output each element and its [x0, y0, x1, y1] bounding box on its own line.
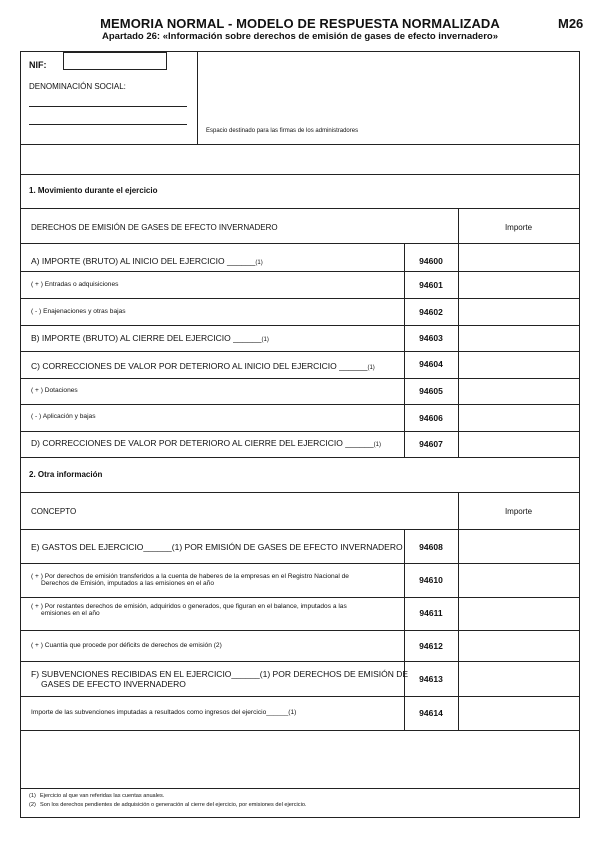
row-94601-importe[interactable] — [458, 272, 579, 297]
denominacion-line-1[interactable] — [29, 106, 187, 107]
row-94600-code: 94600 — [419, 256, 443, 266]
section1-importe-header: Importe — [504, 223, 533, 232]
firmas-note: Espacio destinado para las firmas de los administradores — [206, 128, 359, 134]
row-94611-importe[interactable] — [458, 598, 579, 629]
divider — [20, 788, 580, 789]
row-94606-label: ( - ) Aplicación y bajas — [31, 413, 96, 420]
row-94611-code: 94611 — [419, 608, 443, 618]
row-94606-code: 94606 — [419, 413, 443, 423]
nif-label: NIF: — [29, 60, 47, 70]
page-title: MEMORIA NORMAL - MODELO DE RESPUESTA NORMALIZADA — [100, 16, 500, 31]
row-94607-code: 94607 — [419, 439, 443, 449]
section1-table-header: DERECHOS DE EMISIÓN DE GASES DE EFECTO INVERNADERO — [31, 223, 278, 232]
row-94607-label: D) CORRECCIONES DE VALOR POR DETERIORO AL CIERRE DEL EJERCICIO ______(1) — [31, 438, 381, 448]
page-subtitle: Apartado 26: «Información sobre derechos de emisión de gases de efecto invernadero» — [102, 31, 498, 42]
row-94602-code: 94602 — [419, 307, 443, 317]
row-94603-label: B) IMPORTE (BRUTO) AL CIERRE DEL EJERCICIO ______(1) — [31, 333, 269, 343]
code-column-divider — [404, 243, 405, 457]
row-94610-label: ( + ) Por derechos de emisión transferidos a la cuenta de haberes de la empresas en el Registro Nacional de Derechos de Emisión, imputados a las emisiones en el año — [31, 573, 349, 587]
row-94608-importe[interactable] — [458, 530, 579, 562]
row-94613-code: 94613 — [419, 674, 443, 684]
signature-area[interactable] — [198, 52, 579, 143]
row-94604-code: 94604 — [419, 359, 443, 369]
row-94614-code: 94614 — [419, 708, 443, 718]
row-94603-importe[interactable] — [458, 326, 579, 350]
footnote-1: (1) Ejercicio al que van referidas las cuentas anuales. — [29, 793, 165, 799]
row-94604-label: C) CORRECCIONES DE VALOR POR DETERIORO AL INICIO DEL EJERCICIO ______(1) — [31, 361, 375, 371]
model-code: M26 — [558, 16, 584, 31]
divider — [20, 174, 580, 175]
row-94603-code: 94603 — [419, 333, 443, 343]
row-94612-importe[interactable] — [458, 631, 579, 660]
section2-importe-header: Importe — [504, 507, 533, 516]
row-94605-label: ( + ) Dotaciones — [31, 387, 78, 394]
row-94613-importe[interactable] — [458, 662, 579, 695]
section2-heading: 2. Otra información — [29, 470, 103, 479]
divider — [20, 144, 580, 145]
footnote-2: (2) Son los derechos pendientes de adquisición o generación al cierre del ejercicio, por emisiones del ejercicio. — [29, 802, 307, 808]
row-94602-label: ( - ) Enajenaciones y otras bajas — [31, 308, 126, 315]
row-94606-importe[interactable] — [458, 405, 579, 430]
row-94604-importe[interactable] — [458, 352, 579, 377]
row-94605-code: 94605 — [419, 386, 443, 396]
row-94608-label: E) GASTOS DEL EJERCICIO______(1) POR EMISIÓN DE GASES DE EFECTO INVERNADERO — [31, 542, 403, 552]
row-94612-label: ( + ) Cuantía que procede por déficits de derechos de emisión (2) — [31, 642, 222, 649]
row-94613-label: F) SUBVENCIONES RECIBIDAS EN EL EJERCICIO______(1) POR DERECHOS DE EMISIÓN DE GASES DE EFECTO INVERNADERO — [31, 669, 409, 689]
row-94605-importe[interactable] — [458, 379, 579, 403]
row-94601-label: ( + ) Entradas o adquisiciones — [31, 281, 119, 288]
denominacion-label: DENOMINACIÓN SOCIAL: — [29, 82, 126, 91]
divider — [20, 457, 580, 458]
row-94601-code: 94601 — [419, 280, 443, 290]
divider — [20, 492, 580, 493]
row-94607-importe[interactable] — [458, 432, 579, 456]
row-94608-code: 94608 — [419, 542, 443, 552]
row-94612-code: 94612 — [419, 641, 443, 651]
row-94611-label: ( + ) Por restantes derechos de emisión, adquiridos o generados, que figuran en el balance, imputados a las emisiones en el año — [31, 603, 347, 617]
blank-notes-area[interactable] — [21, 731, 579, 787]
row-94610-code: 94610 — [419, 575, 443, 585]
row-94600-importe[interactable] — [458, 244, 579, 270]
row-94610-importe[interactable] — [458, 564, 579, 596]
row-94614-importe[interactable] — [458, 697, 579, 729]
row-94602-importe[interactable] — [458, 299, 579, 324]
denominacion-line-2[interactable] — [29, 124, 187, 125]
nif-field[interactable] — [63, 52, 167, 70]
section1-heading: 1. Movimiento durante el ejercicio — [29, 186, 158, 195]
divider — [20, 208, 580, 209]
section2-table-header: CONCEPTO — [31, 507, 77, 516]
row-94614-label: Importe de las subvenciones imputadas a resultados como ingresos del ejercicio______(1) — [31, 709, 297, 716]
row-94600-label: A) IMPORTE (BRUTO) AL INICIO DEL EJERCICIO ______(1) — [31, 256, 263, 266]
